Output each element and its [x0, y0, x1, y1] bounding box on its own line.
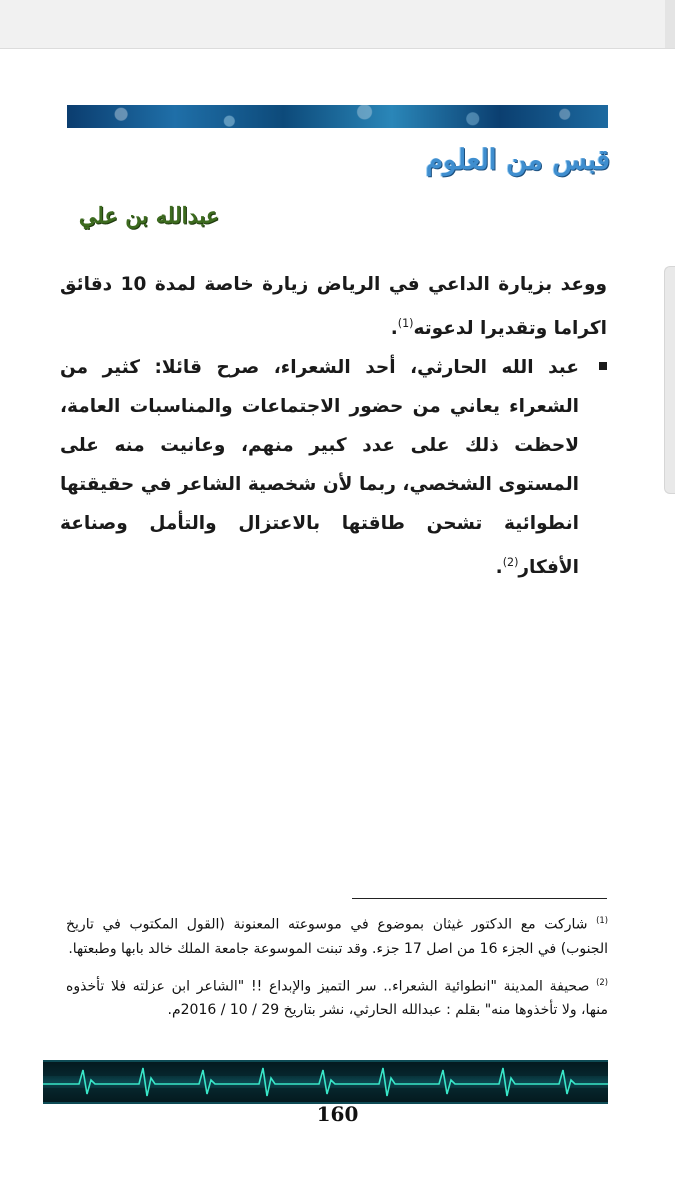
paragraph-2-text: عبد الله الحارثي، أحد الشعراء، صرح قائلا: كثير من الشعراء يعاني من حضور الاجتماعات والمناسبات العامة، لاحظت ذلك على عدد كبير منهم، وعانيت منه على المستوى الشخصي، ربما لأن شخصية الشاعر في حقيقتها انطوائية تشحن طاقتها بالاعتزال والتأمل وصناعة الأفكار [60, 357, 579, 579]
page-title: قبس من العلوم [425, 143, 610, 176]
body-text [60, 265, 607, 587]
paragraph-1-text: ووعد بزيارة الداعي في الرياض زيارة خاصة لمدة 10 دقائق اكراما وتقديرا لدعوته [60, 274, 607, 340]
paragraph-1-end: . [390, 318, 398, 340]
footnote-2-text: صحيفة المدينة "انطوائية الشعراء.. سر التميز والإبداع !! "الشاعر ابن عزلته فلا تأخذوه منها، ولا تأخذوها منه" بقلم : عبدالله الحارثي، نشر بتاريخ 29 / 10 / 2016م. [66, 978, 608, 1019]
footnotes [66, 908, 608, 1031]
footer-banner-image [43, 1060, 608, 1104]
paragraph-2 [60, 348, 607, 587]
page-number: 160 [316, 1102, 359, 1126]
bullet-icon [599, 362, 607, 370]
footnote-1-text: شاركت مع الدكتور غيثان بموضوع في موسوعته المعنونة (القول المكتوب في تاريخ الجنوب) في الجزء 16 من اصل 17 جزء. وقد تبنت الموسوعة جامعة الملك خالد بابها وطبعتها. [66, 916, 608, 957]
footnote-divider [352, 898, 607, 899]
scrollbar-handle[interactable] [664, 266, 675, 494]
author-name: عبدالله بن علي [78, 203, 219, 229]
paragraph-1 [60, 265, 607, 348]
footnote-1-number: (1) [596, 915, 608, 925]
footnote-ref-1[interactable]: (1) [397, 317, 414, 330]
toolbar-edge [665, 0, 675, 48]
footnote-1 [66, 908, 608, 961]
footnote-2 [66, 970, 608, 1023]
paragraph-2-end: . [495, 557, 503, 579]
viewer-toolbar [0, 0, 675, 49]
footnote-2-number: (2) [596, 976, 609, 987]
heartbeat-wave-graphic [43, 1062, 608, 1102]
footnote-ref-2[interactable]: (2) [502, 556, 519, 570]
header-banner-image [67, 105, 608, 128]
